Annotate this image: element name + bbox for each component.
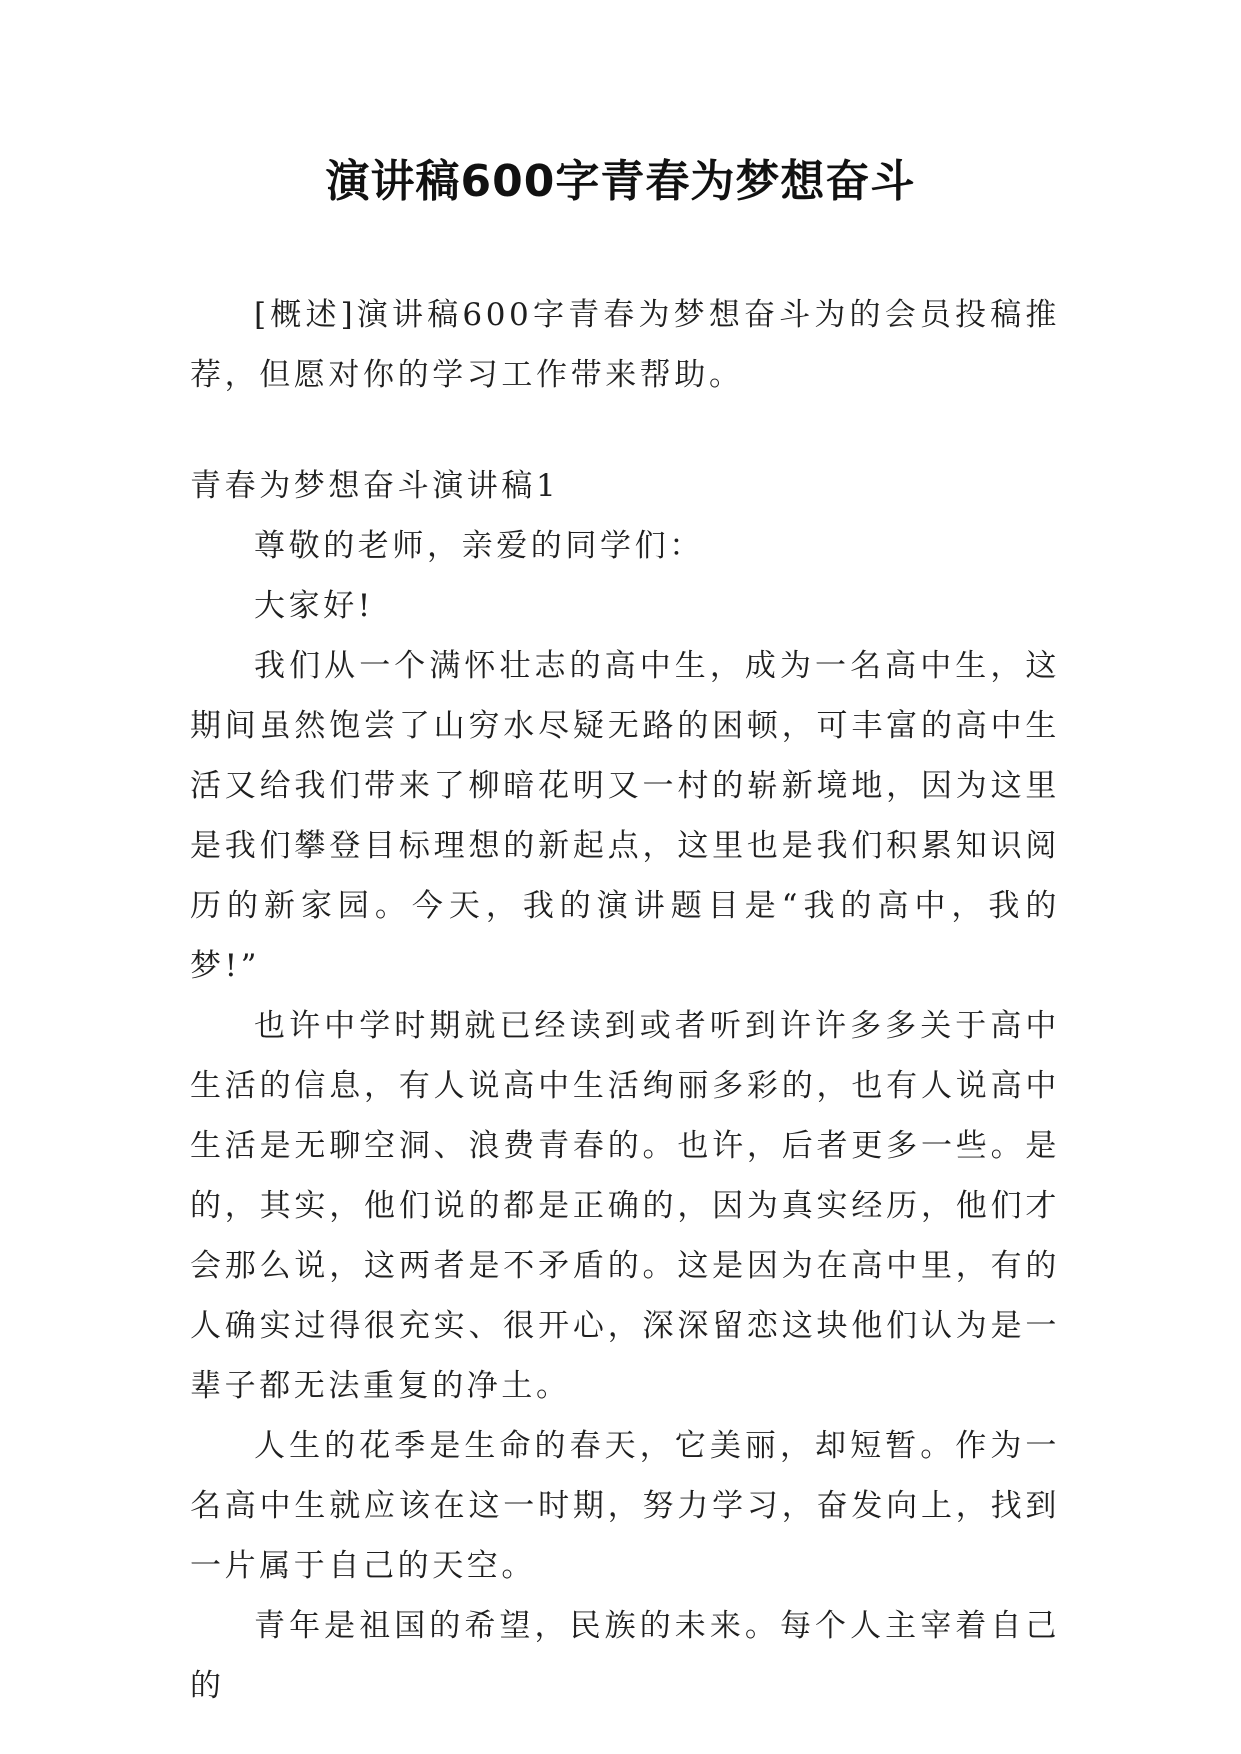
section-heading: 青春为梦想奋斗演讲稿1 [190,468,560,504]
salutation-paragraph: 尊敬的老师，亲爱的同学们： [254,528,704,564]
body-paragraph: 我们从一个满怀壮志的高中生，成为一名高中生，这期间虽然饱尝了山穷水尽疑无路的困顿，可丰富的高中生活又给我们带来了柳暗花明又一村的崭新境地，因为这里是我们攀登目标理想的新起点，这里也是我们积累知识阅历的新家园。今天，我的演讲题目是“我的高中，我的梦!” [190,648,1060,984]
body-paragraph: 也许中学时期就已经读到或者听到许许多多关于高中生活的信息，有人说高中生活绚丽多彩的，也有人说高中生活是无聊空洞、浪费青春的。也许，后者更多一些。是的，其实，他们说的都是正确的，因为真实经历，他们才会那么说，这两者是不矛盾的。这是因为在高中里，有的人确实过得很充实、很开心，深深留恋这块他们认为是一辈子都无法重复的净土。 [190,1008,1060,1404]
speech-content [190,456,1060,1716]
body-paragraph: 青年是祖国的希望，民族的未来。每个人主宰着自己的 [190,1608,1060,1704]
greeting-paragraph: 大家好! [254,588,374,624]
summary-block [190,285,1060,405]
document-title: 演讲稿600字青春为梦想奋斗 [325,156,916,207]
body-paragraph: 人生的花季是生命的春天，它美丽，却短暂。作为一名高中生就应该在这一时期，努力学习，奋发向上，找到一片属于自己的天空。 [190,1428,1060,1584]
summary-paragraph: [概述]演讲稿600字青春为梦想奋斗为的会员投稿推荐，但愿对你的学习工作带来帮助。 [190,297,1060,393]
